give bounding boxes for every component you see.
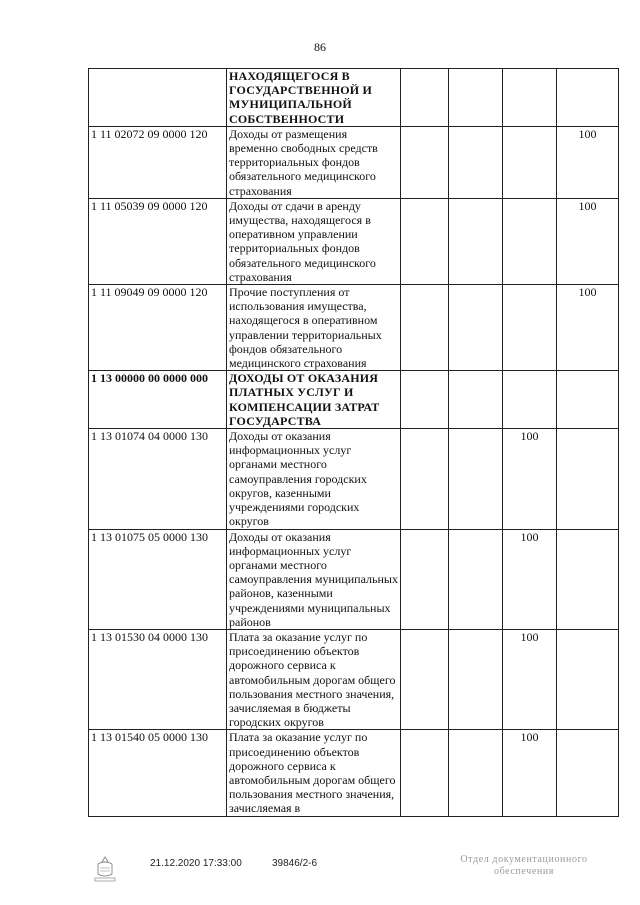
code-cell: 1 13 01075 05 0000 130 [89,529,227,629]
value-cell-3: 100 [557,126,619,198]
table-row [89,198,619,284]
table-row [89,371,619,429]
value-cell-2 [503,285,557,371]
table-row [89,69,619,127]
value-cell-3 [557,371,619,429]
code-cell: 1 13 01530 04 0000 130 [89,629,227,729]
name-cell: Прочие поступления от использования имущества, находящегося в оперативном управлении территориальных фондов обязательного медицинского страхования [227,285,401,371]
stamp-line-1: Отдел документационного [460,854,588,865]
code-cell: 1 13 00000 00 0000 000 [89,371,227,429]
value-cell-3 [557,529,619,629]
footer-date: 21.12.2020 17:33:00 [150,858,242,869]
table-row [89,429,619,529]
value-cell-2: 100 [503,730,557,816]
value-cell-1 [449,730,503,816]
name-cell: Доходы от оказания информационных услуг органами местного самоуправления городских округов, казенными учреждениями городских округов [227,429,401,529]
value-cell-3 [557,730,619,816]
code-cell: 1 13 01540 05 0000 130 [89,730,227,816]
empty-cell [401,198,449,284]
name-cell: ДОХОДЫ ОТ ОКАЗАНИЯ ПЛАТНЫХ УСЛУГ И КОМПЕНСАЦИИ ЗАТРАТ ГОСУДАРСТВА [227,371,401,429]
table-row [89,730,619,816]
value-cell-3 [557,429,619,529]
page-number: 86 [314,40,326,54]
name-cell: НАХОДЯЩЕГОСЯ В ГОСУДАРСТВЕННОЙ И МУНИЦИПАЛЬНОЙ СОБСТВЕННОСТИ [227,69,401,127]
name-cell: Доходы от сдачи в аренду имущества, находящегося в оперативном управлении территориальных фондов обязательного медицинского страхования [227,198,401,284]
value-cell-2 [503,198,557,284]
value-cell-2 [503,126,557,198]
empty-cell [401,629,449,729]
empty-cell [401,429,449,529]
value-cell-1 [449,198,503,284]
table-row [89,529,619,629]
value-cell-3: 100 [557,285,619,371]
empty-cell [401,126,449,198]
name-cell: Плата за оказание услуг по присоединению объектов дорожного сервиса к автомобильным дорогам общего пользования местного значения, зачисляемая в бюджеты городских округов [227,629,401,729]
value-cell-3 [557,69,619,127]
empty-cell [401,730,449,816]
code-cell: 1 11 05039 09 0000 120 [89,198,227,284]
revenue-table [88,68,619,817]
code-cell [89,69,227,127]
value-cell-1 [449,126,503,198]
value-cell-2 [503,69,557,127]
value-cell-1 [449,285,503,371]
table-row [89,629,619,729]
code-cell: 1 11 09049 09 0000 120 [89,285,227,371]
value-cell-1 [449,429,503,529]
empty-cell [401,529,449,629]
department-stamp [444,854,604,878]
table-row [89,285,619,371]
name-cell: Доходы от оказания информационных услуг органами местного самоуправления муниципальных районов, казенными учреждениями муниципальных районов [227,529,401,629]
value-cell-2: 100 [503,429,557,529]
emblem-icon [90,854,120,884]
empty-cell [401,69,449,127]
value-cell-1 [449,69,503,127]
table-body [89,69,619,817]
value-cell-3 [557,629,619,729]
value-cell-2: 100 [503,529,557,629]
value-cell-2 [503,371,557,429]
empty-cell [401,285,449,371]
footer-doc-number: 39846/2-6 [272,858,318,869]
name-cell: Плата за оказание услуг по присоединению объектов дорожного сервиса к автомобильным дорогам общего пользования местного значения, зачисляемая в [227,730,401,816]
code-cell: 1 11 02072 09 0000 120 [89,126,227,198]
value-cell-2: 100 [503,629,557,729]
table-row [89,126,619,198]
page-footer [0,852,640,892]
value-cell-3: 100 [557,198,619,284]
empty-cell [401,371,449,429]
name-cell: Доходы от размещения временно свободных средств территориальных фондов обязательного медицинского страхования [227,126,401,198]
value-cell-1 [449,629,503,729]
code-cell: 1 13 01074 04 0000 130 [89,429,227,529]
stamp-line-2: обеспечения [494,866,554,877]
value-cell-1 [449,529,503,629]
value-cell-1 [449,371,503,429]
